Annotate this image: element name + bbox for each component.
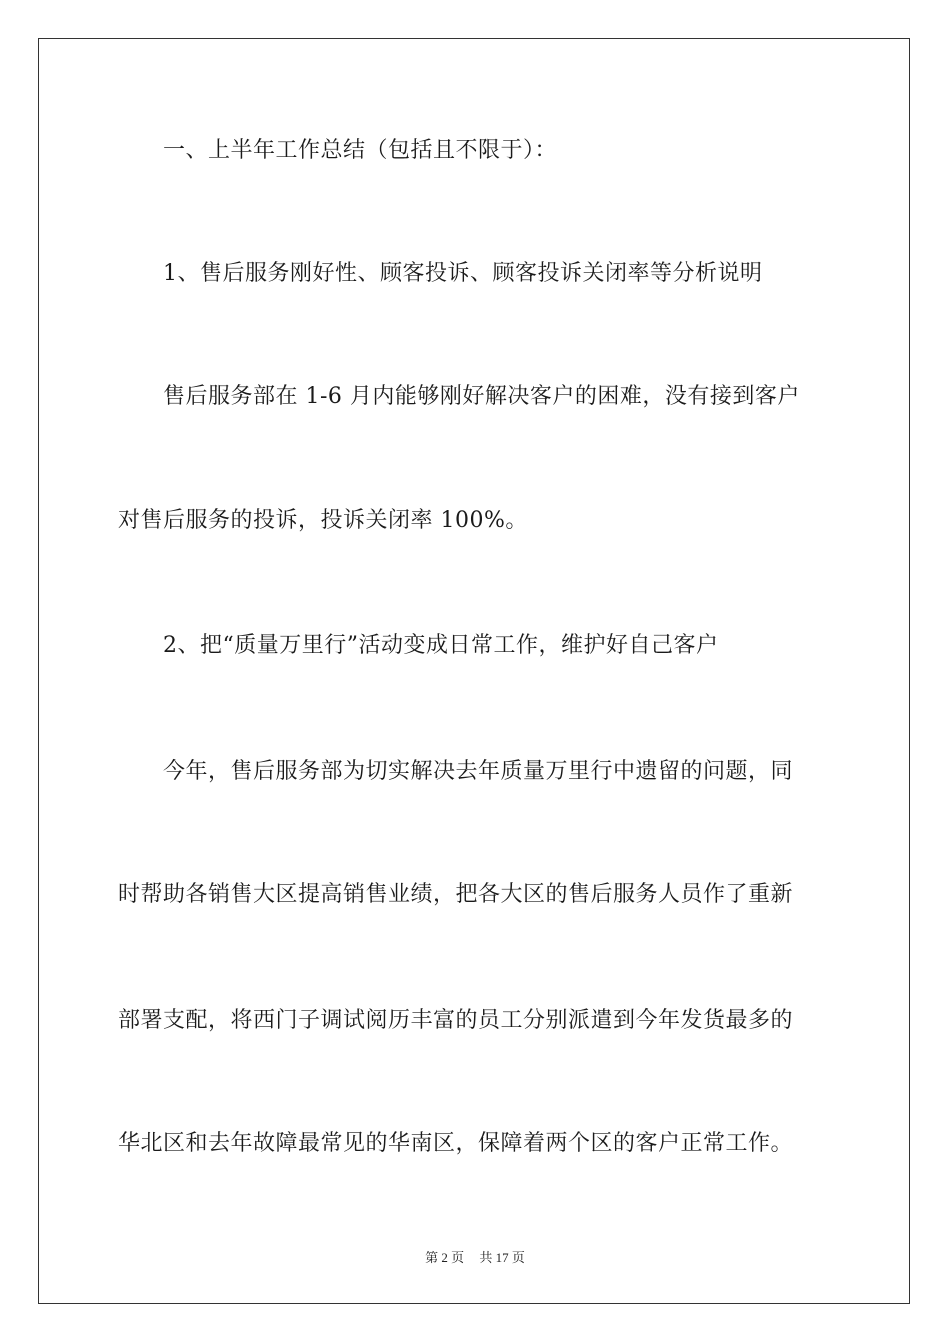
subheading-1: 1、售后服务刚好性、顾客投诉、顾客投诉关闭率等分析说明 bbox=[163, 261, 763, 286]
paragraph-1-line-2: 对售后服务的投诉，投诉关闭率 100%。 bbox=[118, 508, 528, 533]
page-footer bbox=[0, 1247, 950, 1266]
total-pages: 共 17 页 bbox=[479, 1250, 525, 1265]
paragraph-2-line-3: 部署支配，将西门子调试阅历丰富的员工分别派遣到今年发货最多的 bbox=[118, 1008, 794, 1033]
paragraph-1-line-1: 售后服务部在 1-6 月内能够刚好解决客户的困难，没有接到客户 bbox=[163, 384, 800, 409]
paragraph-2-line-2: 时帮助各销售大区提高销售业绩，把各大区的售后服务人员作了重新 bbox=[118, 882, 794, 907]
paragraph-2-line-4: 华北区和去年故障最常见的华南区，保障着两个区的客户正常工作。 bbox=[118, 1131, 794, 1156]
section-heading: 一、上半年工作总结（包括且不限于）： bbox=[163, 138, 558, 163]
page-border bbox=[38, 38, 910, 1304]
page-number: 第 2 页 bbox=[425, 1250, 465, 1265]
subheading-2: 2、把“质量万里行”活动变成日常工作，维护好自己客户 bbox=[163, 633, 719, 658]
paragraph-2-line-1: 今年，售后服务部为切实解决去年质量万里行中遗留的问题，同 bbox=[163, 759, 794, 784]
